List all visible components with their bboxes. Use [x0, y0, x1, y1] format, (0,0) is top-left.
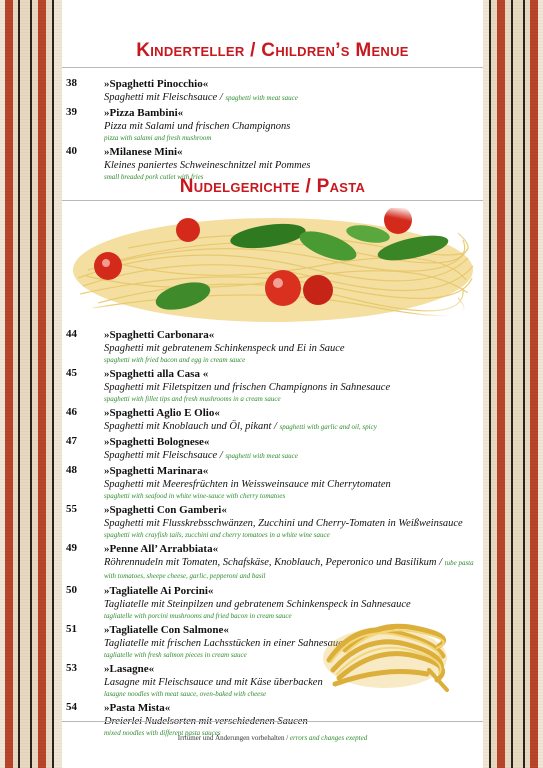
- menu-item: [62, 106, 483, 143]
- item-name: »Spaghetti alla Casa «: [104, 368, 209, 380]
- item-description-en: spaghetti with seafood in white wine-sauce with cherry tomatoes: [104, 492, 286, 500]
- menu-item: [62, 328, 483, 365]
- item-number: 38: [66, 77, 77, 89]
- menu-item: 47 »Spaghetti Bolognese« Spaghetti mit Fleischsauce / spaghetti with meat sauce: [62, 435, 483, 462]
- item-name: »Spaghetti Carbonara«: [104, 329, 215, 341]
- pasta-menu-title: Nudelgerichte / Pasta: [179, 176, 366, 197]
- fabric-border-right: [481, 0, 543, 768]
- item-number: 54: [66, 701, 77, 713]
- tagliatelle-photo: [315, 610, 455, 696]
- item-number: 48: [66, 464, 77, 476]
- item-name: »Spaghetti Con Gamberi«: [104, 504, 227, 516]
- item-number: 47: [66, 435, 77, 447]
- item-name: »Tagliatelle Ai Porcini«: [104, 585, 214, 597]
- footer-en: errors and changes exepted: [289, 734, 368, 742]
- item-number: 49: [66, 542, 77, 554]
- item-name: »Lasagne«: [104, 663, 155, 675]
- divider: [62, 200, 483, 201]
- item-description-de: Spaghetti mit Fleischsauce: [104, 450, 218, 461]
- item-description-de: Spaghetti mit Fleischsauce: [104, 92, 218, 103]
- menu-item: [62, 464, 483, 501]
- menu-page: [62, 0, 483, 768]
- item-description-de: Spaghetti mit Filetspitzen und frischen Champignons in Sahnesauce: [104, 382, 391, 393]
- kids-menu-list: [62, 77, 483, 184]
- item-name: »Pasta Mista«: [104, 702, 171, 714]
- item-number: 44: [66, 328, 77, 340]
- item-description-en: mixed noodles with different pasta sauces: [104, 729, 221, 737]
- kids-menu-title: Kinderteller / Children’s Menue: [136, 40, 409, 61]
- item-name: »Spaghetti Aglio E Olio«: [104, 407, 220, 419]
- item-description-en: spaghetti with meat sauce: [225, 452, 298, 460]
- item-number: 45: [66, 367, 77, 379]
- item-description-en: spaghetti with garlic and oil, spicy: [279, 423, 377, 431]
- item-description-de: Pizza mit Salami und frischen Champignons: [104, 121, 291, 132]
- item-description-en: spaghetti with meat sauce: [225, 94, 298, 102]
- item-number: 50: [66, 584, 77, 596]
- item-number: 55: [66, 503, 77, 515]
- item-description-en: spaghetti with fillet tips and fresh mushrooms in a cream sauce: [104, 395, 281, 403]
- item-number: 51: [66, 623, 77, 635]
- item-name: »Pizza Bambini«: [104, 107, 184, 119]
- item-description-de: Röhrennudeln mit Tomaten, Schafskäse, Knoblauch, Peperonico und Basilikum: [104, 557, 437, 568]
- item-description-en: tube pasta with tomatoes, sheepe cheese, garlic, pepperoni and basil: [104, 559, 474, 580]
- item-description-de: Kleines paniertes Schweineschnitzel mit Pommes: [104, 160, 311, 171]
- menu-item: 49 »Penne All’ Arrabbiata« Röhrennudeln mit Tomaten, Schafskäse, Knoblauch, Peperonico und Basilikum / tube pasta with tomatoes, sheepe cheese, garlic, pepperoni and basil: [62, 542, 483, 582]
- menu-item: 38 »Spaghetti Pinocchio« Spaghetti mit Fleischsauce / spaghetti with meat sauce: [62, 77, 483, 104]
- fabric-border-left: [0, 0, 62, 768]
- item-name: »Tagliatelle Con Salmone«: [104, 624, 229, 636]
- item-description-en: small breaded pork cutlet with fries: [104, 173, 204, 181]
- item-description-en: spaghetti with crayfish tails, zucchini and cherry tomatoes in a white wine sauce: [104, 531, 330, 539]
- item-name: »Spaghetti Pinocchio«: [104, 78, 209, 90]
- item-description-en: tagliatelle with porcini mushrooms and fried bacon in cream sauce: [104, 612, 292, 620]
- menu-item: 46 »Spaghetti Aglio E Olio« Spaghetti mit Knoblauch und Öl, pikant / spaghetti with garlic and oil, spicy: [62, 406, 483, 433]
- footer-de: Irrtümer und Änderungen vorbehalten /: [177, 734, 289, 742]
- item-number: 46: [66, 406, 77, 418]
- divider: [62, 67, 483, 68]
- menu-item: [62, 367, 483, 404]
- item-description-en: spaghetti with fried bacon and egg in cream sauce: [104, 356, 246, 364]
- item-description-de: Spaghetti mit Flusskrebsschwänzen, Zucchini und Cherry-Tomaten in Weißweinsauce: [104, 518, 463, 529]
- item-description-en: tagliatelle with fresh salmon pieces in cream sauce: [104, 651, 247, 659]
- item-description-de: Lasagne mit Fleischsauce und mit Käse überbacken: [104, 677, 323, 688]
- item-name: »Penne All’ Arrabbiata«: [104, 543, 219, 555]
- divider: [62, 721, 483, 722]
- item-description-de: Spaghetti mit gebratenem Schinkenspeck und Ei in Sauce: [104, 343, 345, 354]
- item-name: »Spaghetti Bolognese«: [104, 436, 210, 448]
- item-description-de: Spaghetti mit Meeresfrüchten in Weissweinsauce mit Cherrytomaten: [104, 479, 391, 490]
- item-description-de: Tagliatelle mit Steinpilzen und gebratenem Schinkenspeck in Sahnesauce: [104, 599, 411, 610]
- item-description-de: Spaghetti mit Knoblauch und Öl, pikant: [104, 421, 272, 432]
- item-number: 39: [66, 106, 77, 118]
- item-number: 53: [66, 662, 77, 674]
- item-name: »Spaghetti Marinara«: [104, 465, 209, 477]
- item-number: 40: [66, 145, 77, 157]
- item-description-de: Tagliatelle mit frischen Lachsstücken in einer Sahnesauce: [104, 638, 348, 649]
- item-name: »Milanese Mini«: [104, 146, 183, 158]
- item-description-en: lasagne noodles with meat sauce, oven-baked with cheese: [104, 690, 267, 698]
- footer-note: [62, 733, 483, 743]
- item-description-en: pizza with salami and fresh mushroom: [104, 134, 212, 142]
- menu-item: [62, 503, 483, 540]
- spaghetti-photo: [68, 208, 478, 326]
